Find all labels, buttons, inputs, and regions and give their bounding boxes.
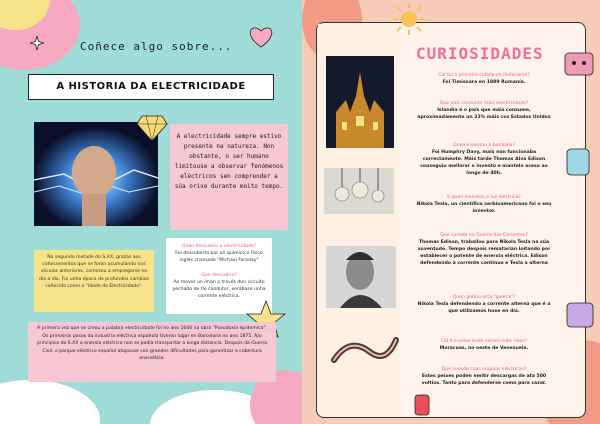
qa-question: Cal foi a primeira cidade en iluminarse? xyxy=(438,73,530,78)
white-cloud-decoration xyxy=(0,380,100,424)
qa-answer: Foi Timisoara en 1889 Rumanía. xyxy=(442,80,526,85)
qa-question: Que sucede na Guerra das Correntes? xyxy=(440,233,528,238)
qa-item xyxy=(414,194,554,215)
qa-item xyxy=(414,366,554,387)
qa-question: Quen gañou esta "guerra"? xyxy=(452,295,516,300)
qa-answer: Nikola Tesla, un científico serbioamericano foi o seu inventor. xyxy=(416,202,552,214)
age-of-electricity-box: Na segunda metade do S.XX, grazas aos coñecementos que se foron acumulando nos séculos anteriores, comezou a empregarse no día a día. Foi unha época de profundos cambios coñecida como a "Idade da Electricidade". xyxy=(34,250,154,312)
qa-answer: Islandia é o país que máis consume, aproximadamente un 23% máis cos Estados Unidos xyxy=(417,108,551,120)
discovery-question-2: Que descubriu? xyxy=(201,273,237,278)
qa-question: E quen inventou a luz eléctrica? xyxy=(447,195,521,200)
qa-item xyxy=(414,232,554,267)
intro-text: A electricidade sempre estivo presente na natureza. Non obstante, o ser humano limitouse a observar fenómenos eléctricos sen comprender a súa orixe durante moito tempo. xyxy=(170,124,288,230)
qa-item xyxy=(414,338,554,352)
qa-answer: Thomas Edison, traballou para Nikola Tesla na súa xuventude. Tempo despois rematarían loitando por establecer o potente de enerxía eléctrica. Edison defendendo a corrente continua e Tesla a alterna xyxy=(417,240,551,266)
qa-question: Que país consume máis electricidade? xyxy=(439,101,529,106)
discovery-answer-2: Ao mover un imán a través dun circuito pechado de fío condutor, xerábase unha corrente eléctrica. xyxy=(172,280,266,299)
curiosities-title: CURIOSIDADES xyxy=(416,44,544,63)
qa-question: Cal é o peixe onde corren máis raios? xyxy=(440,339,528,344)
qa-item xyxy=(414,294,554,315)
qa-question: Quen inventou a bombilla? xyxy=(453,143,515,148)
tesla-portrait-photo xyxy=(326,246,396,308)
qa-item xyxy=(414,142,554,177)
history-spain: Os primeiros pasos da industria eléctrica española tiveron lugar en Barcelona no ano 1875. A/o principios do S.XX a enerxía eléctrica non se podía transportar a longa distancia. Despois da Guerra Civil, o parque eléctrico español atopouse con grandes dificultades para garantizar a cobertura enerxética. xyxy=(36,333,268,362)
qa-item xyxy=(414,72,554,86)
sticker-icon xyxy=(566,302,594,328)
history-word-origin: A primera vez que se creou a palabra electricidade foi no ano 1646 na obra "Pseudoxia epidemica". xyxy=(37,326,267,331)
history-box xyxy=(28,322,276,382)
qa-question: Que sucede coas enguias eléctricas? xyxy=(441,367,527,372)
qa-answer: Moracuas, no oeste de Venezuela. xyxy=(439,346,529,351)
cathedral-photo xyxy=(326,56,394,148)
sun-icon xyxy=(392,2,426,36)
qa-item xyxy=(414,100,554,121)
sparkle-icon xyxy=(30,36,44,50)
diamond-icon xyxy=(136,114,168,142)
sticker-icon xyxy=(566,148,590,176)
discovery-answer-1: Foi descuberta por un químico e físico inglés chamado "Michael Faraday" xyxy=(175,251,263,263)
lightbulbs-photo xyxy=(324,168,394,214)
eel-icon xyxy=(330,330,400,370)
sticker-icon xyxy=(564,52,594,78)
page-subtitle: Coñece algo sobre... xyxy=(80,40,233,53)
sticker-icon xyxy=(414,394,430,416)
qa-answer: Foi Humphry Davy, mais non funcionaba correctamente. Máis tarde Thomas Alva Edison conseguiu mellorar o invento e mantelo aceso ao longo de 40h. xyxy=(420,150,548,176)
discovery-question-1: Quen descubriu a electricidade? xyxy=(181,244,257,249)
qa-answer: Estes peixes poden emitir descargas de ata 500 voltios. Tanto para defenderse como para cazar. xyxy=(421,374,547,386)
heart-icon xyxy=(248,26,274,48)
page-title: A HISTORIA DA ELECTRICIDADE xyxy=(28,74,274,100)
qa-answer: Nikola Tesla defendendo a corrente alterna que é a que utilizamos hoxe en día. xyxy=(417,302,551,314)
